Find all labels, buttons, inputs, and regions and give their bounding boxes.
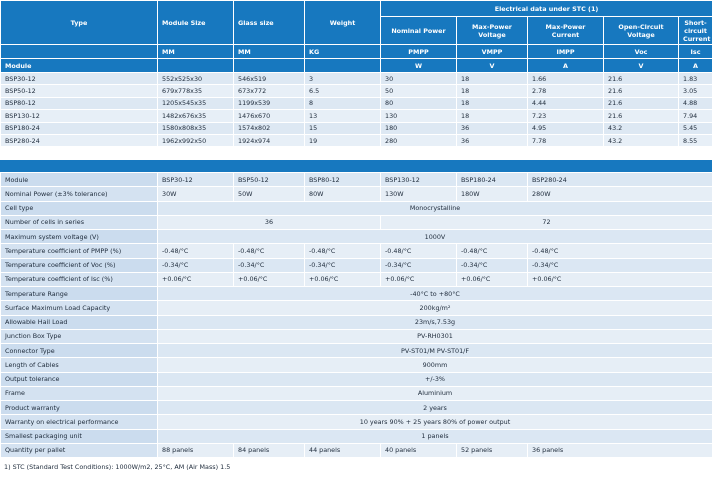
module-pmpp: 130 xyxy=(381,110,457,122)
spec-cell: +0.06/°C xyxy=(158,272,234,286)
module-vmpp: 36 xyxy=(457,122,528,134)
module-isc: 7.94 xyxy=(679,110,712,122)
spec-cell: 36 panels xyxy=(528,443,712,457)
module-name: BSP30-12 xyxy=(1,73,158,85)
module-impp: 7.23 xyxy=(528,110,604,122)
module-vmpp: 18 xyxy=(457,85,528,97)
spec-cell: 23m/s,7.53g xyxy=(158,315,712,329)
spec-cell: +0.06/°C xyxy=(234,272,305,286)
module-name: BSP180-24 xyxy=(1,122,158,134)
spec-cell: 130W xyxy=(381,187,457,201)
spec-cell: -0.34/°C xyxy=(528,258,712,272)
max-power-voltage-header: Max-Power Voltage xyxy=(457,17,528,45)
section-divider xyxy=(0,160,712,172)
module-glass: 673x772 xyxy=(234,85,305,97)
spec-cell: 1 panels xyxy=(158,429,712,443)
spec-cell: 52 panels xyxy=(457,443,528,457)
module-isc: 3.05 xyxy=(679,85,712,97)
power-unit: W xyxy=(381,59,457,73)
pmpp-label: PMPP xyxy=(381,45,457,59)
spec-label: Output tolerance xyxy=(1,372,158,386)
nominal-power-header: Nominal Power xyxy=(381,17,457,45)
voc-label: Voc xyxy=(604,45,679,59)
spec-cell: +0.06/°C xyxy=(457,272,528,286)
module-vmpp: 18 xyxy=(457,110,528,122)
spec-cell: BSP50-12 xyxy=(234,173,305,187)
module-size: 1962x992x50 xyxy=(158,134,234,146)
spec-cell: -40°C to +80°C xyxy=(158,287,712,301)
spec-cell: 280W xyxy=(528,187,712,201)
module-glass: 1476x670 xyxy=(234,110,305,122)
spec-cell: 200kg/m² xyxy=(158,301,712,315)
glass-size-header: Glass size xyxy=(234,1,305,45)
module-impp: 7.78 xyxy=(528,134,604,146)
module-pmpp: 50 xyxy=(381,85,457,97)
module-voc: 43.2 xyxy=(604,122,679,134)
spec-label: Allowable Hail Load xyxy=(1,315,158,329)
spec-cell: 10 years 90% + 25 years 80% of power output xyxy=(158,415,712,429)
spec-cell: 40 panels xyxy=(381,443,457,457)
module-weight: 8 xyxy=(305,97,381,109)
spec-cell: BSP80-12 xyxy=(305,173,381,187)
module-impp: 4.95 xyxy=(528,122,604,134)
module-row xyxy=(1,85,712,97)
module-impp: 4.44 xyxy=(528,97,604,109)
spec-cell: 50W xyxy=(234,187,305,201)
vmpp-unit: V xyxy=(457,59,528,73)
module-name: BSP80-12 xyxy=(1,97,158,109)
blank-cell xyxy=(158,59,234,73)
module-isc: 4.88 xyxy=(679,97,712,109)
spec-label: Warranty on electrical performance xyxy=(1,415,158,429)
module-pmpp: 180 xyxy=(381,122,457,134)
module-isc: 8.55 xyxy=(679,134,712,146)
module-voc: 21.6 xyxy=(604,85,679,97)
spec-label: Temperature coefficient of Isc (%) xyxy=(1,272,158,286)
module-size: 1205x545x35 xyxy=(158,97,234,109)
spec-cell: 2 years xyxy=(158,401,712,415)
spec-cell: 80W xyxy=(305,187,381,201)
module-size-header: Module Size xyxy=(158,1,234,45)
spec-cell: 900mm xyxy=(158,358,712,372)
spec-cell: +0.06/°C xyxy=(305,272,381,286)
module-glass: 1924x974 xyxy=(234,134,305,146)
spec-cell: Monocrystalline xyxy=(158,201,712,215)
spec-cell: -0.34/°C xyxy=(158,258,234,272)
spec-cell: +0.06/°C xyxy=(528,272,712,286)
module-row xyxy=(1,110,712,122)
vmpp-label: VMPP xyxy=(457,45,528,59)
spec-cell: -0.34/°C xyxy=(234,258,305,272)
module-size: 679x778x35 xyxy=(158,85,234,97)
spec-cell: 72 xyxy=(381,215,712,229)
spec-label: Temperature coefficient of Voc (%) xyxy=(1,258,158,272)
voc-unit: V xyxy=(604,59,679,73)
spec-label: Module xyxy=(1,173,158,187)
module-glass: 546x519 xyxy=(234,73,305,85)
spec-cell: -0.48/°C xyxy=(457,244,528,258)
spec-label: Connector Type xyxy=(1,344,158,358)
impp-unit: A xyxy=(528,59,604,73)
module-size: 1482x676x35 xyxy=(158,110,234,122)
module-vmpp: 18 xyxy=(457,97,528,109)
module-weight: 13 xyxy=(305,110,381,122)
glass-size-unit: MM xyxy=(234,45,305,59)
spec-cell: 1000V xyxy=(158,230,712,244)
module-pmpp: 280 xyxy=(381,134,457,146)
spec-label: Surface Maximum Load Capacity xyxy=(1,301,158,315)
module-name: BSP130-12 xyxy=(1,110,158,122)
spec-cell: 36 xyxy=(158,215,381,229)
module-isc: 1.83 xyxy=(679,73,712,85)
spec-label: Nominal Power (±3% tolerance) xyxy=(1,187,158,201)
spec-cell: +0.06/°C xyxy=(381,272,457,286)
spec-label: Number of cells in series xyxy=(1,215,158,229)
spec-label: Junction Box Type xyxy=(1,329,158,343)
module-size: 552x525x30 xyxy=(158,73,234,85)
spec-label: Frame xyxy=(1,386,158,400)
open-circuit-voltage-header: Open-Circuit Voltage xyxy=(604,17,679,45)
module-weight: 19 xyxy=(305,134,381,146)
spec-cell: -0.48/°C xyxy=(158,244,234,258)
spec-label: Maximum system voltage (V) xyxy=(1,230,158,244)
spec-label: Smallest packaging unit xyxy=(1,429,158,443)
module-weight: 15 xyxy=(305,122,381,134)
module-voc: 21.6 xyxy=(604,73,679,85)
module-size-unit: MM xyxy=(158,45,234,59)
spec-cell: -0.48/°C xyxy=(528,244,712,258)
module-name: BSP50-12 xyxy=(1,85,158,97)
spec-cell: 180W xyxy=(457,187,528,201)
spec-label: Temperature coefficient of PMPP (%) xyxy=(1,244,158,258)
module-label: Module xyxy=(1,59,158,73)
spec-cell: Aluminium xyxy=(158,386,712,400)
spec-cell: 44 panels xyxy=(305,443,381,457)
weight-header: Weight xyxy=(305,1,381,45)
spec-cell: PV-ST01/M PV-ST01/F xyxy=(158,344,712,358)
blank-cell xyxy=(1,45,158,59)
module-row xyxy=(1,122,712,134)
module-row xyxy=(1,134,712,146)
spec-cell: 84 panels xyxy=(234,443,305,457)
weight-unit: KG xyxy=(305,45,381,59)
spec-cell: -0.34/°C xyxy=(305,258,381,272)
module-vmpp: 36 xyxy=(457,134,528,146)
spec-cell: +/-3% xyxy=(158,372,712,386)
spec-cell: -0.34/°C xyxy=(457,258,528,272)
spec-cell: -0.48/°C xyxy=(234,244,305,258)
spec-cell: BSP130-12 xyxy=(381,173,457,187)
module-size: 1580x808x35 xyxy=(158,122,234,134)
spec-label: Length of Cables xyxy=(1,358,158,372)
blank-cell xyxy=(234,59,305,73)
spec-cell: BSP280-24 xyxy=(528,173,712,187)
module-weight: 6.5 xyxy=(305,85,381,97)
module-glass: 1199x539 xyxy=(234,97,305,109)
type-header: Type xyxy=(1,1,158,45)
module-weight: 3 xyxy=(305,73,381,85)
short-circuit-current-header: Short-circuit Current xyxy=(679,17,712,45)
spec-cell: -0.48/°C xyxy=(305,244,381,258)
module-row xyxy=(1,97,712,109)
electrical-data-table xyxy=(0,0,712,147)
module-glass: 1574x802 xyxy=(234,122,305,134)
specification-table xyxy=(0,172,712,458)
isc-label: Isc xyxy=(679,45,712,59)
impp-label: IMPP xyxy=(528,45,604,59)
module-voc: 43.2 xyxy=(604,134,679,146)
spec-cell: PV-RH0301 xyxy=(158,329,712,343)
module-name: BSP280-24 xyxy=(1,134,158,146)
module-vmpp: 18 xyxy=(457,73,528,85)
spec-cell: 30W xyxy=(158,187,234,201)
module-impp: 1.66 xyxy=(528,73,604,85)
spec-cell: -0.48/°C xyxy=(381,244,457,258)
module-pmpp: 80 xyxy=(381,97,457,109)
module-voc: 21.6 xyxy=(604,97,679,109)
module-impp: 2.78 xyxy=(528,85,604,97)
spec-cell: BSP30-12 xyxy=(158,173,234,187)
blank-cell xyxy=(305,59,381,73)
max-power-current-header: Max-Power Current xyxy=(528,17,604,45)
electrical-data-title: Electrical data under STC (1) xyxy=(381,1,712,17)
module-voc: 21.6 xyxy=(604,110,679,122)
footnote: 1) STC (Standard Test Conditions): 1000W/m2, 25°C, AM (Air Mass) 1.5 xyxy=(4,463,231,471)
spec-label: Temperature Range xyxy=(1,287,158,301)
spec-label: Quantity per pallet xyxy=(1,443,158,457)
spec-cell: 88 panels xyxy=(158,443,234,457)
spec-label: Cell type xyxy=(1,201,158,215)
isc-unit: A xyxy=(679,59,712,73)
spec-label: Product warranty xyxy=(1,401,158,415)
module-pmpp: 30 xyxy=(381,73,457,85)
spec-cell: BSP180-24 xyxy=(457,173,528,187)
spec-cell: -0.34/°C xyxy=(381,258,457,272)
module-row xyxy=(1,73,712,85)
module-isc: 5.45 xyxy=(679,122,712,134)
